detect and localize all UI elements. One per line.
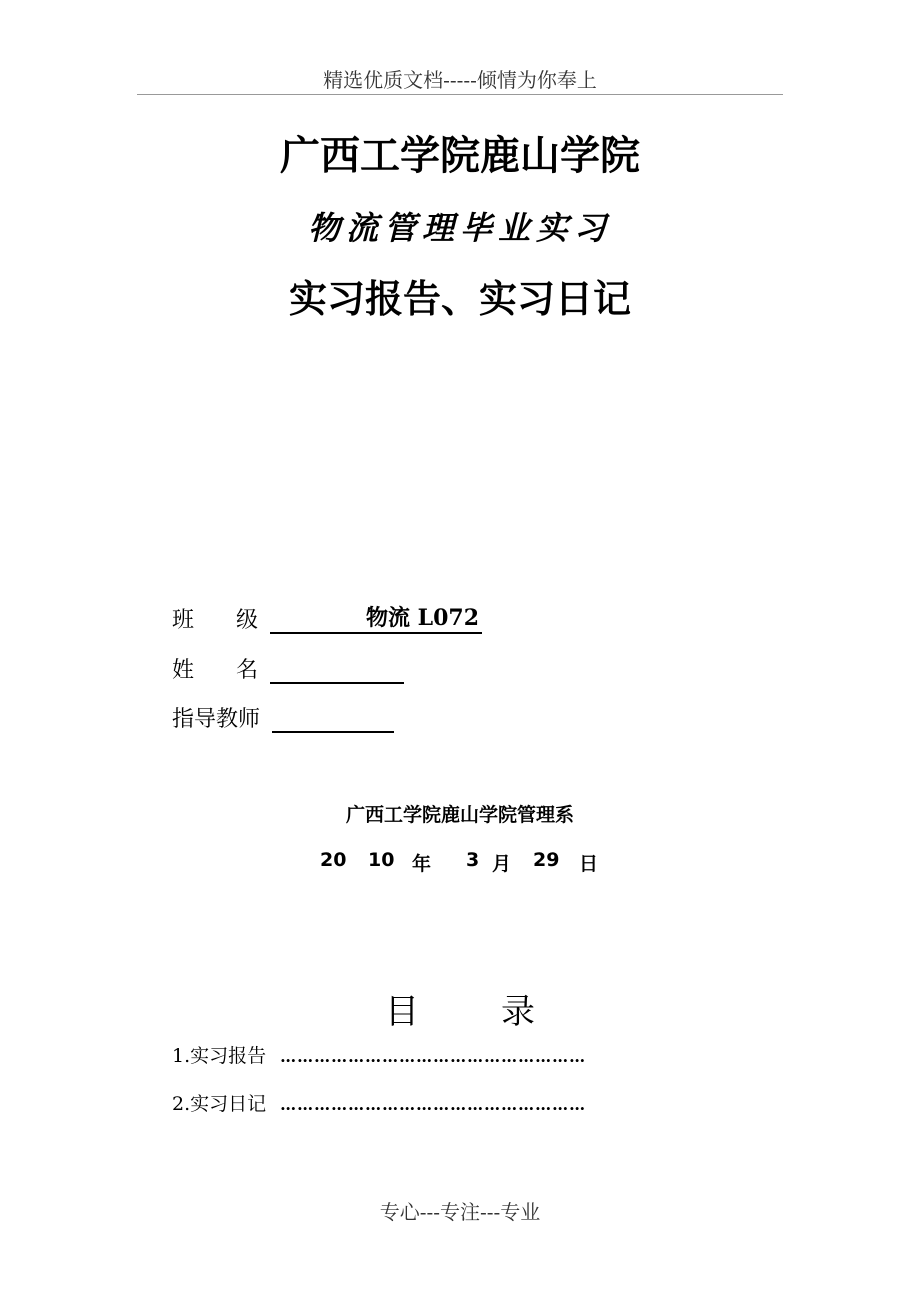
date-month: 3 (466, 849, 480, 871)
date-year-char: 年 (412, 853, 432, 875)
cover-title-report: 实习报告、实习日记 (288, 277, 631, 321)
toc-item-dots: ……………………………………………… (280, 1047, 587, 1066)
class-value: 物流 L072 (365, 605, 480, 631)
department: 广西工学院鹿山学院管理系 (345, 804, 574, 826)
cover-title-program: 物流管理毕业实习 (307, 209, 612, 247)
name-field (172, 653, 404, 684)
toc-title-right: 录 (501, 992, 535, 1032)
date-year-part2: 10 (368, 849, 395, 871)
toc-item-dots: ……………………………………………… (280, 1095, 587, 1114)
toc-item[interactable] (172, 1041, 586, 1068)
cover-title-school: 广西工学院鹿山学院 (280, 133, 640, 179)
date-day: 29 (533, 849, 560, 871)
name-label: 姓 名 (172, 658, 258, 683)
header-rule (137, 94, 783, 95)
advisor-field (172, 702, 394, 733)
class-field (172, 603, 482, 634)
advisor-label: 指导教师 (172, 707, 261, 732)
name-underline (270, 658, 404, 684)
class-label: 班 级 (172, 608, 258, 633)
date-month-char: 月 (492, 853, 512, 875)
date-year-part1: 20 (320, 849, 347, 871)
advisor-underline (272, 707, 394, 733)
toc-item[interactable] (172, 1089, 586, 1116)
toc-item-label: 2.实习日记 (172, 1093, 267, 1115)
date-day-char: 日 (579, 853, 599, 875)
page-footer: 专心---专注---专业 (379, 1200, 541, 1224)
class-underline (270, 605, 482, 634)
toc-title-left: 目 (385, 992, 419, 1032)
header-text: 精选优质文档-----倾情为你奉上 (323, 68, 597, 92)
toc-item-label: 1.实习报告 (172, 1045, 267, 1067)
